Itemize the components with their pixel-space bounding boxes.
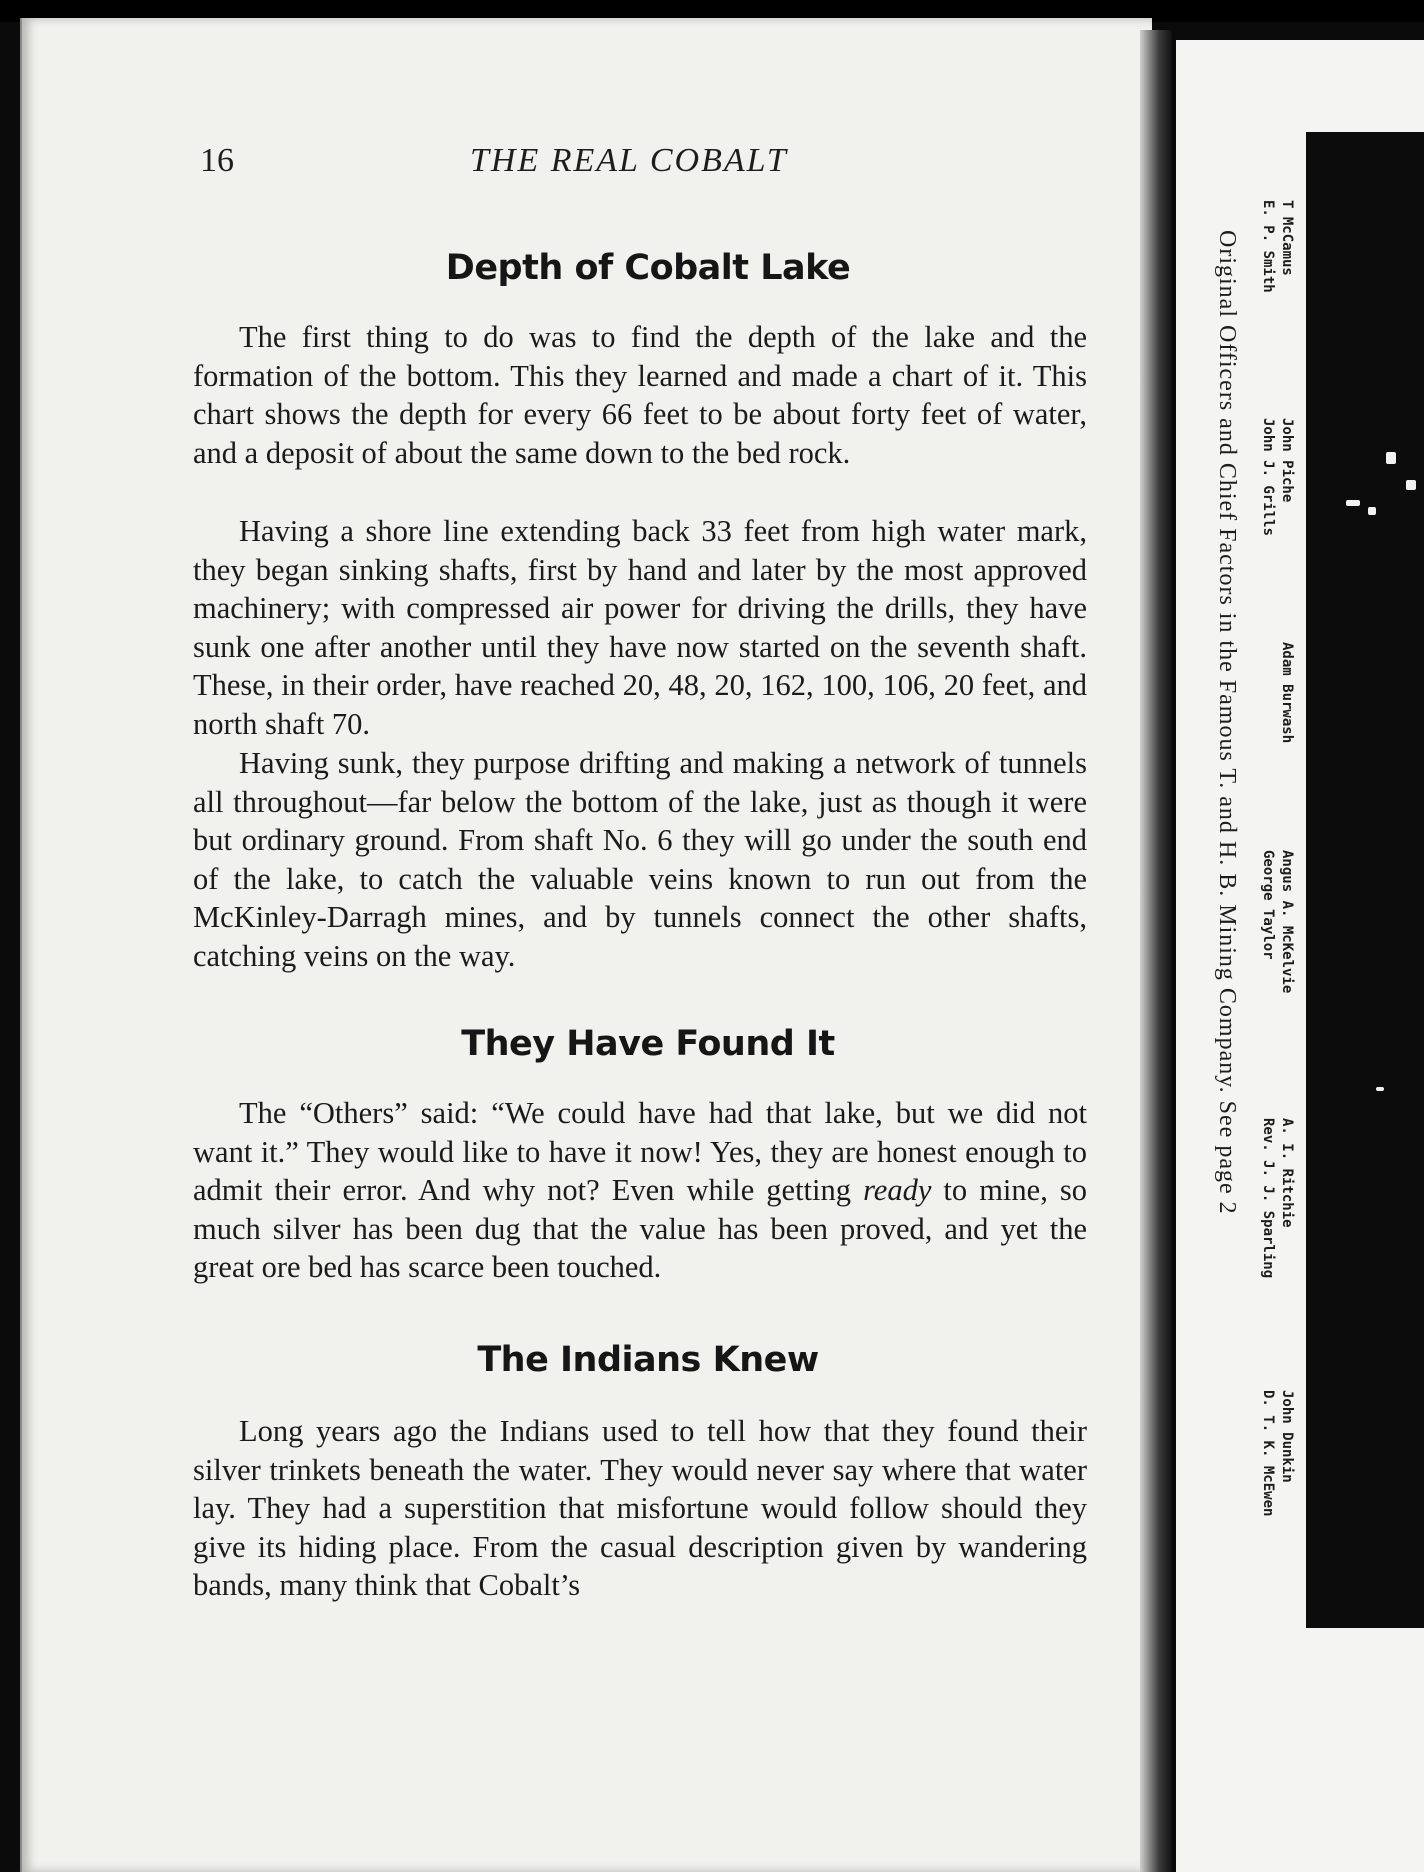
officer-names: [1258, 200, 1296, 293]
officer-name: Angus A. McKelvie: [1279, 850, 1295, 994]
paragraph-text: to mine, so much silver has been dug that the value has been proved, and yet the great ore bed has scarce been touched.: [193, 1173, 1087, 1285]
section-heading: Depth of Cobalt Lake: [445, 248, 851, 288]
officer-name: Adam Burwash: [1279, 642, 1295, 744]
officer-name: E. P. Smith: [1260, 200, 1276, 293]
officer-names: [1258, 1118, 1296, 1278]
officer-name: D. T. K. McEwen: [1260, 1390, 1276, 1517]
photo-highlight: [1368, 507, 1376, 515]
officer-name: A. I. Ritchie: [1279, 1118, 1295, 1228]
photo-highlight: [1376, 1087, 1384, 1091]
officers-photograph: [1306, 132, 1424, 1628]
italic-word: ready: [863, 1173, 932, 1208]
section-heading: They Have Found It: [461, 1024, 835, 1064]
photo-caption: Original Officers and Chief Factors in the Famous T. and H. B. Mining Company. See page 2: [1214, 230, 1240, 1215]
body-paragraph: Having a shore line extending back 33 feet from high water mark, they began sinking shafts, first by hand and later by the most approved machinery; with compressed air power for driving the drills, they have sunk one after another until they have now started on the seventh shaft. These, in their order, have reached 20, 48, 20, 162, 100, 106, 20 feet, and north shaft 70.: [193, 514, 1087, 741]
officer-name: John J. Grills: [1260, 418, 1276, 537]
body-paragraph: [193, 1094, 1087, 1287]
officer-names: [1258, 850, 1296, 993]
book-title: THE REAL COBALT: [470, 142, 788, 179]
officer-name: George Taylor: [1260, 850, 1276, 960]
officer-name: T McCamus: [1279, 200, 1295, 276]
officer-name: John Piche: [1279, 418, 1295, 503]
section-heading: The Indians Knew: [477, 1340, 819, 1380]
photo-highlight: [1406, 480, 1416, 490]
running-head: [200, 142, 1080, 188]
paragraph-text: The “Others” said: “We could have had that lake, but we did not want it.” They would like to have it now! Yes, they are honest enough to admit their error. And why not? Even while getting: [193, 1096, 1087, 1208]
officer-names: [1277, 642, 1296, 743]
body-paragraph: Long years ago the Indians used to tell how that they found their silver trinkets beneath the water. They would never say where that water lay. They had a superstition that misfortune would follow should they give its hiding place. From the casual description given by wandering bands, many think that Cobalt’s: [193, 1414, 1087, 1603]
officer-names: [1258, 418, 1296, 536]
photo-highlight: [1346, 500, 1360, 506]
officer-name: Rev. J. J. Sparling: [1260, 1118, 1276, 1279]
photo-highlight: [1386, 452, 1396, 464]
body-paragraph: Having sunk, they purpose drifting and making a network of tunnels all throughout—far below the bottom of the lake, just as though it were but ordinary ground. From shaft No. 6 they will go under the south end of the lake, to catch the valuable veins known to run out from the McKinley-Darragh mines, and by tunnels connect the other shafts, catching veins on the way.: [193, 746, 1087, 973]
book-gutter: [1140, 30, 1172, 1872]
officer-name: John Dunkin: [1279, 1390, 1295, 1483]
body-paragraph: The first thing to do was to find the depth of the lake and the formation of the bottom. This they learned and made a chart of it. This chart shows the depth for every 66 feet to be about forty feet of water, and a deposit of about the same down to the bed rock.: [193, 320, 1087, 470]
page-number: 16: [200, 142, 234, 179]
officer-names: [1258, 1390, 1296, 1516]
